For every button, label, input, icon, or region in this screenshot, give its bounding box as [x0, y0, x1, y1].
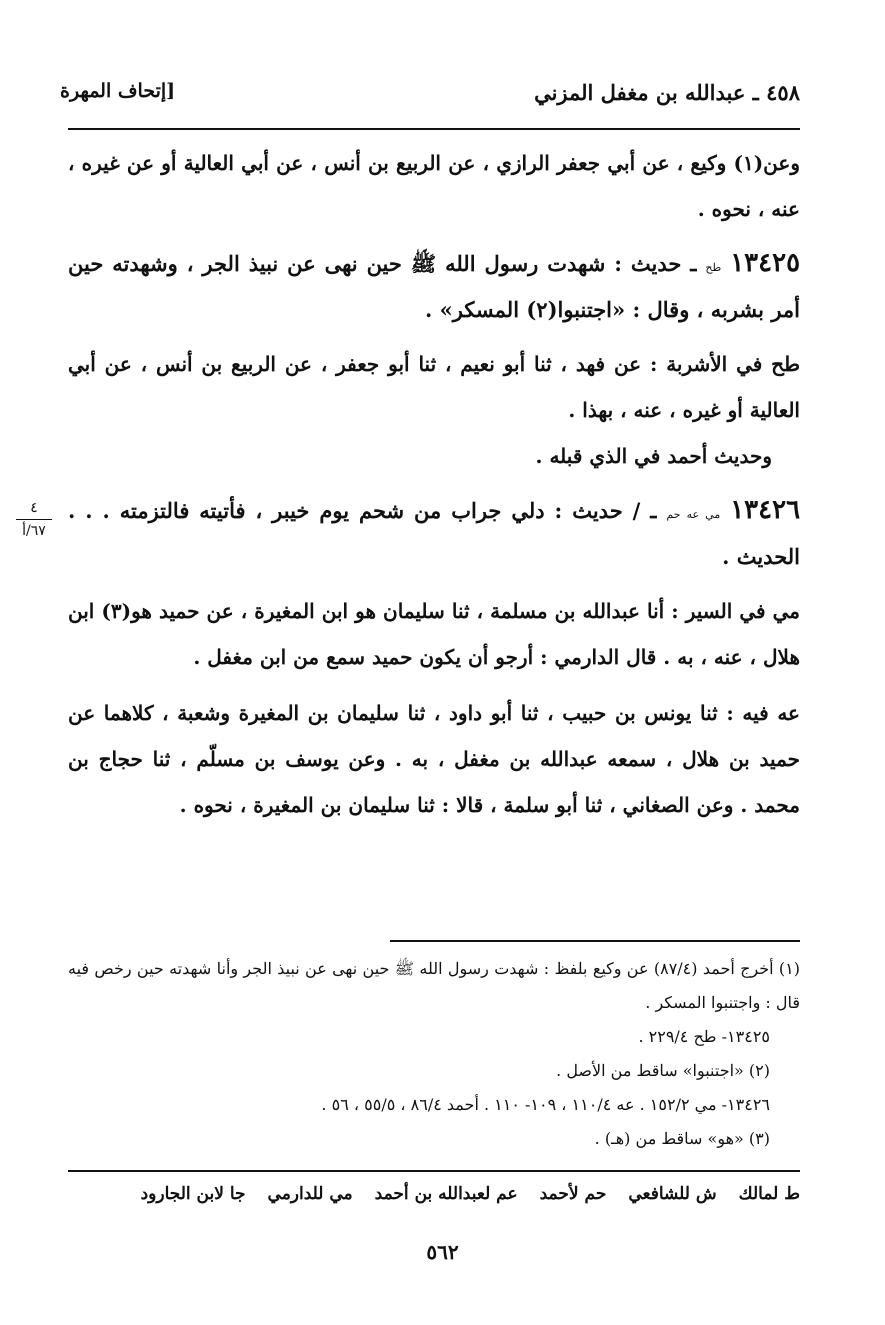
- abbr-item: جا لابن الجارود: [140, 1184, 246, 1204]
- footnotes: [68, 952, 800, 1156]
- main-text: [68, 140, 800, 828]
- abbr-item: مي للدارمي: [267, 1184, 353, 1204]
- running-header: [60, 80, 800, 120]
- abbreviation-key: [68, 1184, 800, 1204]
- abbr-item: عم لعبدالله بن أحمد: [374, 1184, 518, 1204]
- hadith-13426: [68, 489, 800, 578]
- margin-divider: [16, 519, 52, 520]
- hadith-sigla: مي عه حم: [666, 508, 721, 521]
- footnote-2: (٢) «اجتنبوا» ساقط من الأصل .: [556, 1061, 770, 1080]
- hadith-text: ـ / حديث : دلي جراب من شحم يوم خيبر ، فأتيته فالتزمته . . . الحديث .: [68, 498, 800, 569]
- footnote-ref-13425: ١٣٤٢٥- طح ٢٢٩/٤ .: [638, 1027, 770, 1046]
- paragraph-2: طح في الأشربة : عن فهد ، ثنا أبو نعيم ، ثنا أبو جعفر ، عن الربيع بن أنس ، عن أبي العالية أو غيره ، عنه ، بهذا .: [68, 352, 800, 422]
- footnote-1: (١) أخرج أحمد (٨٧/٤) عن وكيع بلفظ : شهدت رسول الله ﷺ حين نهى عن نبيذ الجر وأنا شهدته حين رخص فيه قال : واجتنبوا المسكر .: [68, 959, 800, 1012]
- paragraph-4: مي في السير : أنا عبدالله بن مسلمة ، ثنا سليمان هو ابن المغيرة ، عن حميد هو(٣) ابن هلال ، عنه ، به . قال الدارمي : أرجو أن يكون حميد سمع من ابن مغفل .: [68, 599, 800, 669]
- abbr-item: ش للشافعي: [628, 1184, 717, 1204]
- abbreviation-rule: [68, 1170, 800, 1172]
- hadith-number: ١٣٤٢٦: [730, 495, 801, 525]
- paragraph-3: وحديث أحمد في الذي قبله .: [535, 444, 772, 468]
- paragraph-1: وعن(١) وكيع ، عن أبي جعفر الرازي ، عن الربيع بن أنس ، عن أبي العالية أو عن غيره ، عنه ، نحوه .: [68, 151, 800, 221]
- paragraph-5: عه فيه : ثنا يونس بن حبيب ، ثنا أبو داود ، ثنا سليمان بن المغيرة وشعبة ، كلاهما عن حميد بن هلال ، سمعه عبدالله بن مغفل ، به . وعن يوسف بن مسلّم ، ثنا حجاج بن محمد . وعن الصغاني ، ثنا أبو سلمة ، قالا : ثنا سليمان بن المغيرة ، نحوه .: [68, 701, 800, 817]
- footnote-3: (٣) «هو» ساقط من (هـ) .: [594, 1129, 770, 1148]
- abbr-item: حم لأحمد: [539, 1184, 607, 1204]
- hadith-number: ١٣٤٢٥: [730, 248, 801, 278]
- margin-folio-note: [14, 500, 54, 539]
- hadith-13425: [68, 242, 800, 331]
- page-number: ٥٦٢: [426, 1240, 459, 1264]
- footnote-rule: [390, 940, 800, 942]
- header-book-title: [إتحاف المهرة: [60, 80, 176, 102]
- hadith-sigla: طح: [705, 261, 722, 274]
- footnote-ref-13426: ١٣٤٢٦- مي ١٥٢/٢ . عه ١١٠/٤ ، ١٠٩- ١١٠ . أحمد ٨٦/٤ ، ٥٥/٥ ، ٥٦ .: [321, 1095, 770, 1114]
- margin-folio: ٦٧/أ: [22, 523, 46, 539]
- abbr-item: ط لمالك: [738, 1184, 800, 1204]
- hadith-text: ـ حديث : شهدت رسول الله ﷺ حين نهى عن نبيذ الجر ، وشهدته حين أمر بشربه ، وقال : «اجتنبوا(٢) المسكر» .: [68, 251, 800, 322]
- header-rule: [68, 128, 800, 130]
- margin-volume: ٤: [30, 500, 38, 516]
- header-section-title: ٤٥٨ ـ عبدالله بن مغفل المزني: [534, 80, 800, 105]
